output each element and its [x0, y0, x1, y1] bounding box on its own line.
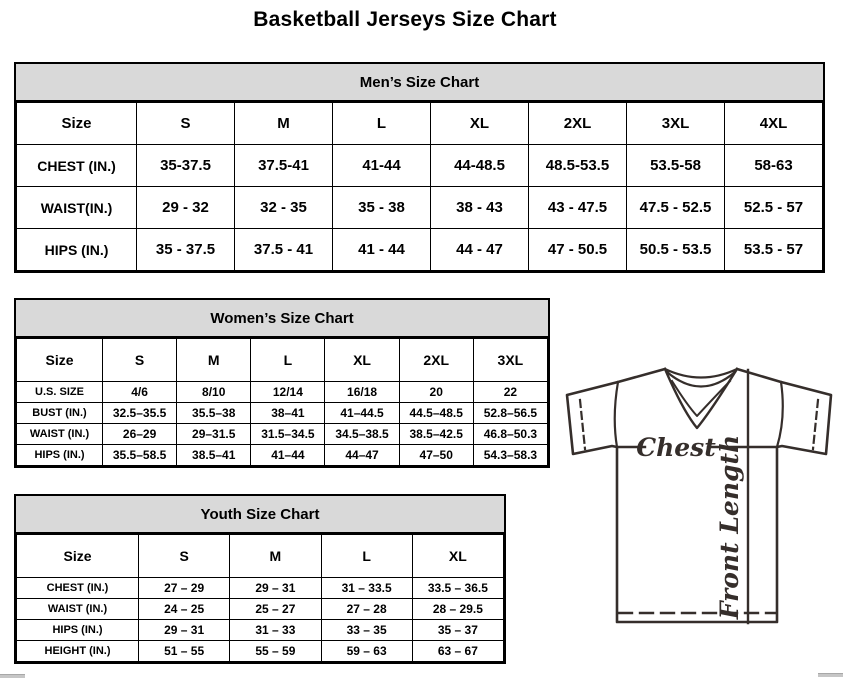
page-title: Basketball Jerseys Size Chart — [253, 8, 557, 31]
youth-size-chart — [14, 494, 506, 664]
mens-size-chart — [14, 62, 825, 273]
mens-cell-1-6: 52.5 - 57 — [725, 187, 823, 229]
mens-size-table — [16, 102, 823, 271]
mens-cell-1-4: 43 - 47.5 — [529, 187, 627, 229]
jersey-outline — [567, 369, 831, 622]
mens-cell-2-2: 41 - 44 — [333, 229, 431, 271]
womens-row-label-3: HIPS (IN.) — [17, 445, 103, 466]
youth-row-0 — [17, 578, 504, 599]
mens-cell-2-4: 47 - 50.5 — [529, 229, 627, 271]
womens-cell-0-2: 12/14 — [251, 382, 325, 403]
womens-cell-3-4: 47–50 — [399, 445, 473, 466]
youth-row-1 — [17, 599, 504, 620]
womens-cell-0-0: 4/6 — [103, 382, 177, 403]
youth-cell-3-2: 59 – 63 — [321, 641, 412, 662]
scrollbar-fragment-left[interactable] — [0, 674, 25, 678]
youth-size-chart-title: Youth Size Chart — [16, 496, 504, 534]
youth-size-table — [16, 534, 504, 662]
womens-cell-2-3: 34.5–38.5 — [325, 424, 399, 445]
womens-cell-2-0: 26–29 — [103, 424, 177, 445]
youth-col-header-4: XL — [412, 535, 503, 578]
mens-col-header-2: M — [235, 103, 333, 145]
womens-cell-1-1: 35.5–38 — [177, 403, 251, 424]
chest-label: Chest — [636, 433, 716, 462]
womens-col-header-2: M — [177, 339, 251, 382]
youth-row-label-0: CHEST (IN.) — [17, 578, 139, 599]
mens-col-header-1: S — [137, 103, 235, 145]
youth-cell-2-0: 29 – 31 — [139, 620, 230, 641]
womens-col-header-5: 2XL — [399, 339, 473, 382]
womens-col-header-1: S — [103, 339, 177, 382]
jersey-diagram-svg — [555, 355, 843, 643]
womens-cell-3-5: 54.3–58.3 — [473, 445, 547, 466]
mens-cell-2-0: 35 - 37.5 — [137, 229, 235, 271]
youth-cell-1-2: 27 – 28 — [321, 599, 412, 620]
womens-cell-0-3: 16/18 — [325, 382, 399, 403]
youth-cell-2-1: 31 – 33 — [230, 620, 321, 641]
womens-cell-3-2: 41–44 — [251, 445, 325, 466]
youth-col-header-3: L — [321, 535, 412, 578]
mens-cell-2-1: 37.5 - 41 — [235, 229, 333, 271]
womens-cell-1-2: 38–41 — [251, 403, 325, 424]
womens-cell-2-2: 31.5–34.5 — [251, 424, 325, 445]
youth-cell-3-0: 51 – 55 — [139, 641, 230, 662]
mens-cell-1-1: 32 - 35 — [235, 187, 333, 229]
mens-cell-2-5: 50.5 - 53.5 — [627, 229, 725, 271]
mens-col-header-4: XL — [431, 103, 529, 145]
youth-row-label-1: WAIST (IN.) — [17, 599, 139, 620]
womens-cell-3-1: 38.5–41 — [177, 445, 251, 466]
youth-cell-1-1: 25 – 27 — [230, 599, 321, 620]
mens-cell-1-0: 29 - 32 — [137, 187, 235, 229]
youth-cell-0-1: 29 – 31 — [230, 578, 321, 599]
womens-cell-1-5: 52.8–56.5 — [473, 403, 547, 424]
mens-cell-0-4: 48.5-53.5 — [529, 145, 627, 187]
youth-row-2 — [17, 620, 504, 641]
mens-cell-0-1: 37.5-41 — [235, 145, 333, 187]
mens-cell-1-2: 35 - 38 — [333, 187, 431, 229]
mens-cell-0-0: 35-37.5 — [137, 145, 235, 187]
youth-cell-2-2: 33 – 35 — [321, 620, 412, 641]
mens-col-header-7: 4XL — [725, 103, 823, 145]
womens-cell-3-0: 35.5–58.5 — [103, 445, 177, 466]
mens-cell-0-2: 41-44 — [333, 145, 431, 187]
womens-size-chart-title: Women’s Size Chart — [16, 300, 548, 338]
womens-cell-3-3: 44–47 — [325, 445, 399, 466]
front-length-label: Front Length — [715, 434, 744, 620]
youth-cell-1-0: 24 – 25 — [139, 599, 230, 620]
youth-cell-3-1: 55 – 59 — [230, 641, 321, 662]
womens-col-header-6: 3XL — [473, 339, 547, 382]
womens-row-2 — [17, 424, 548, 445]
mens-cell-2-6: 53.5 - 57 — [725, 229, 823, 271]
womens-cell-2-1: 29–31.5 — [177, 424, 251, 445]
womens-row-label-2: WAIST (IN.) — [17, 424, 103, 445]
scrollbar-fragment-right[interactable] — [818, 673, 843, 677]
womens-cell-2-4: 38.5–42.5 — [399, 424, 473, 445]
womens-size-table — [16, 338, 548, 466]
mens-col-header-6: 3XL — [627, 103, 725, 145]
mens-cell-2-3: 44 - 47 — [431, 229, 529, 271]
youth-row-3 — [17, 641, 504, 662]
womens-cell-1-3: 41–44.5 — [325, 403, 399, 424]
mens-row-label-0: CHEST (IN.) — [17, 145, 137, 187]
womens-size-chart — [14, 298, 550, 468]
womens-cell-0-1: 8/10 — [177, 382, 251, 403]
womens-row-1 — [17, 403, 548, 424]
youth-cell-3-3: 63 – 67 — [412, 641, 503, 662]
womens-row-3 — [17, 445, 548, 466]
womens-column-header-row — [17, 339, 548, 382]
womens-cell-0-4: 20 — [399, 382, 473, 403]
youth-column-header-row — [17, 535, 504, 578]
mens-row-0 — [17, 145, 823, 187]
womens-cell-1-4: 44.5–48.5 — [399, 403, 473, 424]
womens-cell-1-0: 32.5–35.5 — [103, 403, 177, 424]
mens-row-2 — [17, 229, 823, 271]
youth-col-header-0: Size — [17, 535, 139, 578]
womens-row-label-0: U.S. SIZE — [17, 382, 103, 403]
mens-cell-1-5: 47.5 - 52.5 — [627, 187, 725, 229]
womens-col-header-4: XL — [325, 339, 399, 382]
mens-cell-1-3: 38 - 43 — [431, 187, 529, 229]
mens-size-chart-title: Men’s Size Chart — [16, 64, 823, 102]
mens-row-1 — [17, 187, 823, 229]
youth-cell-0-2: 31 – 33.5 — [321, 578, 412, 599]
womens-row-label-1: BUST (IN.) — [17, 403, 103, 424]
womens-col-header-3: L — [251, 339, 325, 382]
mens-row-label-2: HIPS (IN.) — [17, 229, 137, 271]
youth-cell-2-3: 35 – 37 — [412, 620, 503, 641]
mens-column-header-row — [17, 103, 823, 145]
youth-col-header-1: S — [139, 535, 230, 578]
womens-cell-2-5: 46.8–50.3 — [473, 424, 547, 445]
youth-cell-1-3: 28 – 29.5 — [412, 599, 503, 620]
womens-col-header-0: Size — [17, 339, 103, 382]
mens-cell-0-5: 53.5-58 — [627, 145, 725, 187]
jersey-measurement-diagram — [555, 355, 843, 643]
mens-row-label-1: WAIST(IN.) — [17, 187, 137, 229]
youth-col-header-2: M — [230, 535, 321, 578]
youth-row-label-2: HIPS (IN.) — [17, 620, 139, 641]
youth-row-label-3: HEIGHT (IN.) — [17, 641, 139, 662]
mens-col-header-3: L — [333, 103, 431, 145]
mens-cell-0-3: 44-48.5 — [431, 145, 529, 187]
mens-col-header-5: 2XL — [529, 103, 627, 145]
womens-row-0 — [17, 382, 548, 403]
womens-cell-0-5: 22 — [473, 382, 547, 403]
youth-cell-0-0: 27 – 29 — [139, 578, 230, 599]
mens-col-header-0: Size — [17, 103, 137, 145]
mens-cell-0-6: 58-63 — [725, 145, 823, 187]
youth-cell-0-3: 33.5 – 36.5 — [412, 578, 503, 599]
